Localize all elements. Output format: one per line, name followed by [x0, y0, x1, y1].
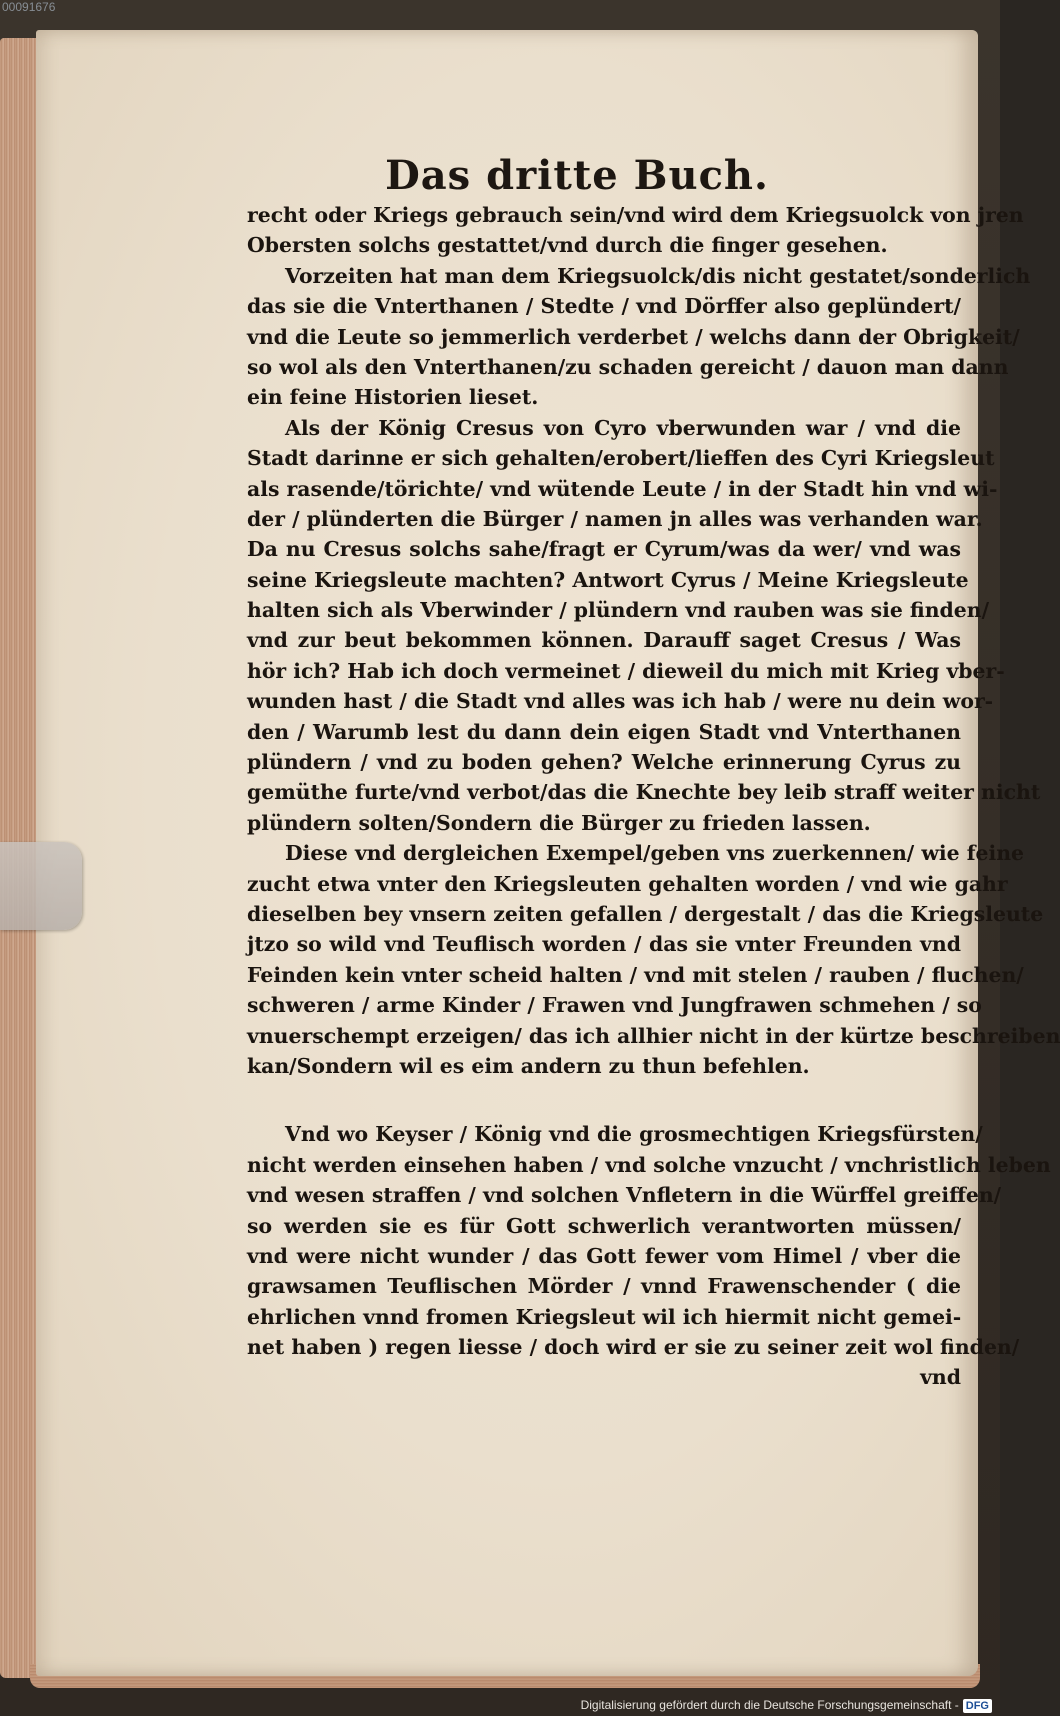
archive-id: 00091676	[2, 0, 56, 14]
text-line: vnd zur beut bekommen können. Darauff saget Cresus / Was	[247, 628, 961, 653]
text-line: Vorzeiten hat man dem Kriegsuolck/dis nicht gestatet/sonderlich	[285, 263, 1031, 288]
text-line: plündern solten/Sondern die Bürger zu frieden lassen.	[247, 810, 871, 835]
footer-credit	[581, 1697, 992, 1713]
text-line: jtzo so wild vnd Teuflisch worden / das sie vnter Freunden vnd	[247, 932, 961, 957]
text-line: wunden hast / die Stadt vnd alles was ich hab / were nu dein wor-	[247, 689, 994, 714]
dfg-logo: DFG	[963, 1699, 992, 1713]
text-line: plündern / vnd zu boden gehen? Welche erinnerung Cyrus zu	[247, 750, 961, 775]
paragraph-gap	[247, 1081, 961, 1119]
text-line: so werden sie es für Gott schwerlich verantworten müssen/	[247, 1213, 961, 1238]
text-line: den / Warumb lest du dann dein eigen Stadt vnd Vnterthanen	[247, 719, 961, 744]
book-page	[36, 30, 1060, 1676]
text-line: Da nu Cresus solchs sahe/fragt er Cyrum/was da wer/ vnd was	[247, 537, 961, 562]
footer-credit-text: Digitalisierung gefördert durch die Deutsche Forschungsgemeinschaft -	[580, 1698, 959, 1712]
text-line: Vnd wo Keyser / König vnd die grosmechtigen Kriegsfürsten/	[285, 1122, 983, 1147]
text-line: ein feine Historien lieset.	[247, 385, 539, 410]
body-text	[247, 200, 1060, 1393]
text-line: Obersten solchs gestattet/vnd durch die finger gesehen.	[247, 233, 888, 258]
text-line: kan/Sondern wil es eim andern zu thun befehlen.	[247, 1053, 810, 1078]
text-line: seine Kriegsleute machten? Antwort Cyrus / Meine Kriegsleute	[247, 567, 969, 592]
text-line: Stadt darinne er sich gehalten/erobert/lieffen des Cyri Kriegsleut	[247, 446, 995, 471]
text-line: net haben ) regen liesse / doch wird er sie zu seiner zeit wol finden/	[247, 1335, 1020, 1360]
text-line: dieselben bey vnsern zeiten gefallen / dergestalt / das die Kriegsleute	[247, 901, 1044, 926]
text-line: Diese vnd dergleichen Exempel/geben vns zuerkennen/ wie feine	[285, 841, 1025, 866]
text-line: nicht werden einsehen haben / vnd solche vnzucht / vnchristlich leben	[247, 1152, 1051, 1177]
text-line: zucht etwa vnter den Kriegsleuten gehalten worden / vnd wie gahr	[247, 871, 1008, 896]
text-line: der / plünderten die Bürger / namen jn alles was verhanden war.	[247, 506, 983, 531]
text-line: ehrlichen vnnd fromen Kriegsleut wil ich hiermit nicht gemei-	[247, 1304, 962, 1329]
text-line: schweren / arme Kinder / Frawen vnd Jungfrawen schmehen / so	[247, 993, 982, 1018]
text-line: recht oder Kriegs gebrauch sein/vnd wird dem Kriegsuolck von jren	[247, 203, 1024, 227]
text-line: grawsamen Teuflischen Mörder / vnnd Frawenschender ( die	[247, 1274, 961, 1299]
text-line: Feinden kein vnter scheid halten / vnd mit stelen / rauben / fluchen/	[247, 962, 1024, 987]
text-line: vnuerschempt erzeigen/ das ich allhier nicht in der kürtze beschreiben	[247, 1023, 1060, 1048]
text-line: das sie die Vnterthanen / Stedte / vnd Dörffer also geplündert/	[247, 294, 961, 319]
text-line: vnd wesen straffen / vnd solchen Vnfletern in die Würffel greiffen/	[247, 1183, 1002, 1208]
catchword: vnd	[920, 1365, 961, 1390]
text-line: Als der König Cresus von Cyro vberwunden war / vnd die	[285, 415, 961, 440]
text-line: hör ich? Hab ich doch vermeinet / dieweil du mich mit Krieg vber-	[247, 658, 1005, 683]
text-line: vnd die Leute so jemmerlich verderbet / welchs dann der Obrigkeit/	[247, 324, 1020, 349]
text-line: so wol als den Vnterthanen/zu schaden gereicht / dauon man dann	[247, 354, 1009, 379]
running-head: Das dritte Buch.	[385, 152, 769, 199]
bookmark-tab	[0, 842, 82, 930]
text-line: als rasende/törichte/ vnd wütende Leute / in der Stadt hin vnd wi-	[247, 476, 998, 501]
text-line: gemüthe furte/vnd verbot/das die Knechte bey leib straff weiter nicht	[247, 780, 1041, 805]
text-line: halten sich als Vberwinder / plündern vnd rauben was sie finden/	[247, 598, 990, 623]
text-line: vnd were nicht wunder / das Gott fewer vom Himel / vber die	[247, 1243, 961, 1268]
